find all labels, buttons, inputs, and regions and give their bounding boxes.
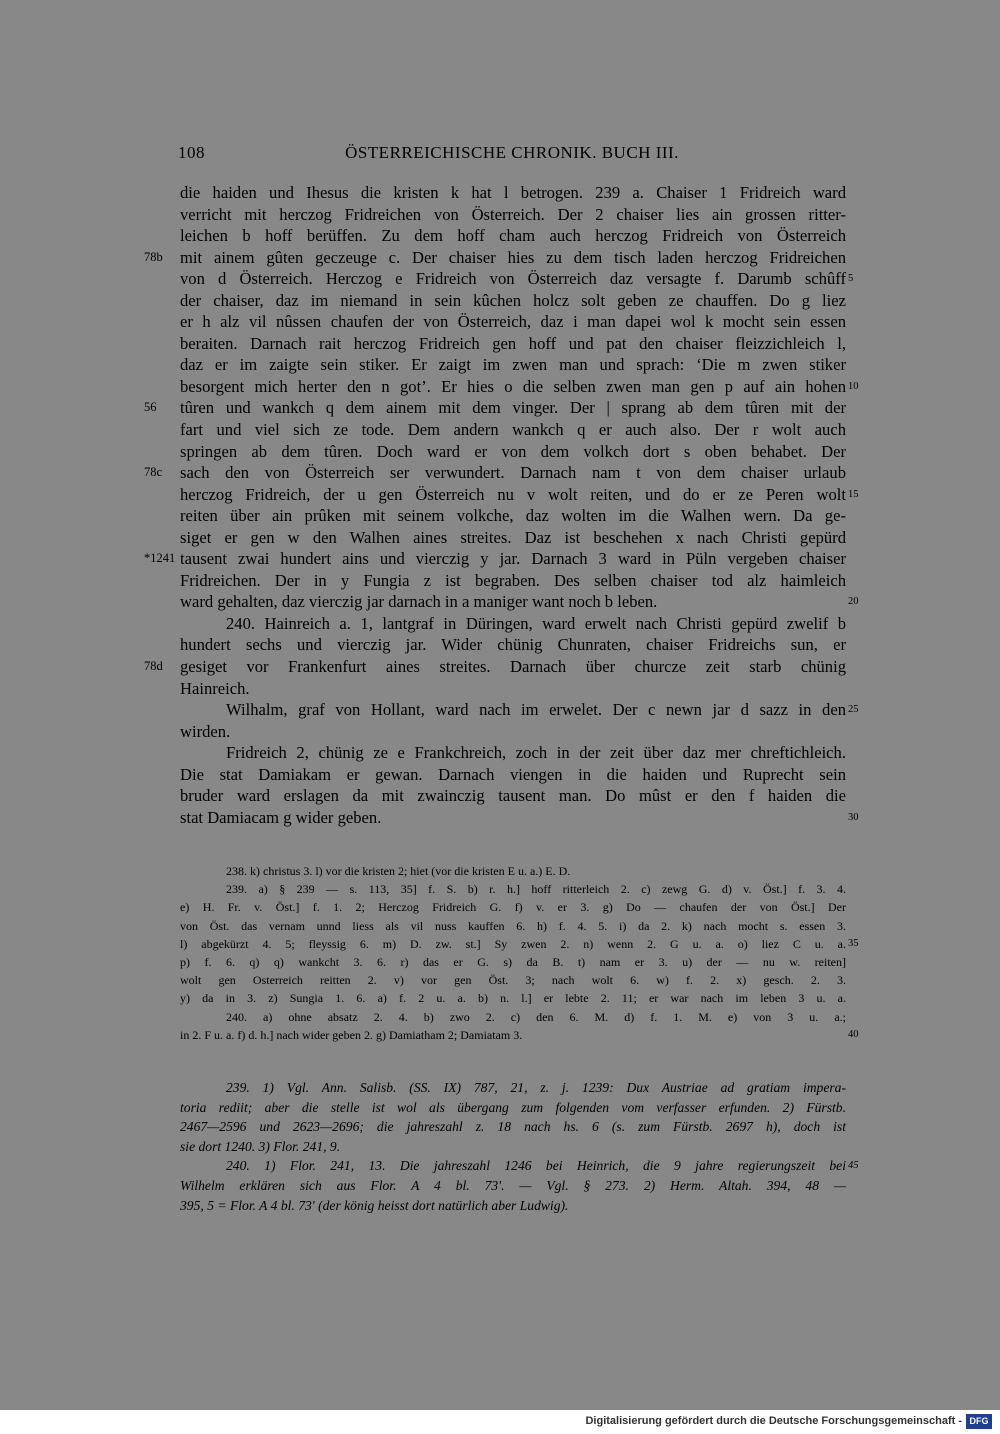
line-text: 240. Hainreich a. 1, lantgraf in Düringen, ward erwelt nach Christi gepürd zwelif b <box>226 613 846 633</box>
line-text: die haiden und Ihesus die kristen k hat l betrogen. 239 a. Chaiser 1 Fridreich ward <box>180 183 846 202</box>
text-line <box>180 898 846 916</box>
text-line <box>180 527 846 549</box>
line-text: 395, 5 = Flor. A 4 bl. 73' (der könig heisst dort natürlich aber Ludwig). <box>180 1197 569 1213</box>
margin-reference: 56 <box>144 400 157 415</box>
line-number: 40 <box>848 1028 859 1040</box>
margin-reference: 78b <box>144 249 163 264</box>
line-text: in 2. F u. a. f) d. h.] nach wider geben 2. g) Damiatham 2; Damiatam 3. <box>180 1027 523 1042</box>
text-line <box>180 678 846 700</box>
line-text: hundert sechs und vierczig jar. Wider chünig Chunraten, chaiser Fridreichs sun, er <box>180 635 846 655</box>
text-line <box>180 1117 846 1137</box>
text-line <box>180 785 846 807</box>
text-line <box>180 268 854 290</box>
text-line <box>180 376 859 398</box>
text-line <box>180 989 846 1007</box>
line-text: reiten über ain prûken mit seinem volkche, daz wolten im die Walhen wern. Da ge- <box>180 506 846 526</box>
line-text: springen ab dem tûren. Doch ward er von dem volkch dort s oben behabet. Der <box>180 441 846 461</box>
text-line <box>180 764 846 786</box>
line-text: Die stat Damiakam er gewan. Darnach viengen in die haiden und Ruprecht sein <box>180 764 846 784</box>
line-text: Wilhalm, graf von Hollant, ward nach im erwelet. Der c newn jar d sazz in den <box>226 700 846 720</box>
text-line <box>180 917 846 935</box>
line-text: wirden. <box>180 721 231 741</box>
line-text: stat Damiacam g wider geben. <box>180 807 382 827</box>
text-line <box>180 484 859 506</box>
line-text: er h alz vil nûssen chaufen der von Österreich, daz i man dapei wol k mocht sein essen <box>180 312 846 332</box>
text-line <box>180 935 859 953</box>
text-line <box>180 953 846 971</box>
line-text: 239. 1) Vgl. Ann. Salisb. (SS. IX) 787, 21, z. j. 1239: Dux Austriae ad gratiam impera- <box>226 1080 846 1095</box>
text-line <box>144 462 846 484</box>
text-line <box>144 397 846 419</box>
line-number: 5 <box>848 273 854 285</box>
line-text: leichen b hoff berüffen. Zu dem hoff cham auch herczog Fridreich von Österreich <box>180 226 846 246</box>
line-text: besorgent mich herter den n got’. Er hies o die selben zwen man gen p auf ain hohen <box>180 376 846 396</box>
text-line <box>144 548 846 570</box>
text-line <box>180 333 846 355</box>
margin-reference: 78d <box>144 659 163 674</box>
main-text <box>144 182 859 828</box>
margin-reference: 78c <box>144 465 163 480</box>
text-line <box>180 1156 859 1176</box>
line-text: mit ainem gûten geczeuge c. Der chaiser hies zu dem tisch laden herczog Fridreichen <box>180 247 846 267</box>
text-line <box>144 656 846 678</box>
text-line <box>180 862 846 880</box>
text-line <box>180 742 846 764</box>
footer-bar <box>0 1410 1000 1434</box>
text-line <box>180 311 846 333</box>
text-line <box>180 1176 846 1196</box>
line-text: Fridreichen. Der in y Fungia z ist begraben. Des selben chaiser tod alz haimleich <box>180 570 846 590</box>
line-text: beraiten. Darnach rait herczog Fridreich gen hoff und pat den chaiser fleizzichleich l, <box>180 333 846 353</box>
text-line <box>180 1137 846 1157</box>
line-number: 20 <box>848 596 859 608</box>
line-text: Hainreich. <box>180 678 250 698</box>
line-text: tûren und wankch q dem ainem mit dem vinger. Der | sprang ab dem tûren mit der <box>180 398 846 418</box>
text-line <box>180 1008 846 1026</box>
line-text: herczog Fridreich, der u gen Österreich nu v wolt reiten, und do er ze Peren wolt <box>180 484 846 504</box>
line-text: 238. k) christus 3. l) vor die kristen 2; hiet (vor die kristen E u. a.) E. D. <box>226 864 571 878</box>
line-number: 45 <box>848 1160 859 1172</box>
text-line <box>180 699 859 721</box>
line-text: 239. a) § 239 — s. 113, 35] f. S. b) r. h.] hoff ritterleich 2. c) zewg G. d) v. Öst.] f. 3. 4. <box>226 882 846 897</box>
text-line <box>180 1026 859 1044</box>
line-text: sie dort 1240. 3) Flor. 241, 9. <box>180 1138 341 1154</box>
text-line <box>180 354 846 376</box>
line-text: e) H. Fr. v. Öst.] f. 1. 2; Herczog Fridreich G. f) v. er 3. g) Do — chaufen der von Öst.] Der <box>180 900 846 915</box>
text-line <box>180 441 846 463</box>
text-line <box>180 419 846 441</box>
line-text: der chaiser, daz im niemand in sein kûchen holcz solt geben ze chauffen. Do g liez <box>180 290 846 310</box>
line-text: siget er gen w den Walhen aines streites. Daz ist beschehen x nach Christi gepürd <box>180 527 846 547</box>
line-text: tausent zwai hundert ains und vierczig y jar. Darnach 3 ward in Püln vergeben chaiser <box>180 549 846 569</box>
line-text: y) da in 3. z) Sungia 1. 6. a) f. 2 u. a. b) n. l.] er lebte 2. 11; er war nach im leben 3 u. a. <box>180 991 846 1006</box>
line-number: 15 <box>848 488 859 500</box>
line-text: 240. a) ohne absatz 2. 4. b) zwo 2. c) den 6. M. d) f. 1. M. e) von 3 u. a.; <box>226 1009 846 1024</box>
line-number: 35 <box>848 937 859 949</box>
line-text: von Öst. das vernam unnd liess als vil nuss kauffen 6. h) f. 4. 5. i) da 2. k) nach mocht s. essen 3. <box>180 918 846 933</box>
line-text: wolt gen Osterreich reitten 2. v) vor gen Öst. 3; nach wolt 6. w) f. 2. x) gesch. 2. 3. <box>180 973 846 988</box>
line-number: 10 <box>848 380 859 392</box>
line-text: ward gehalten, daz vierczig jar darnach in a maniger want noch b leben. <box>180 592 658 612</box>
text-line <box>180 1078 846 1098</box>
line-text: 240. 1) Flor. 241, 13. Die jahreszahl 1246 bei Heinrich, die 9 jahre regierungszeit bei <box>226 1158 846 1174</box>
text-line <box>180 290 846 312</box>
line-number: 30 <box>848 811 859 823</box>
text-line <box>180 182 846 204</box>
text-line <box>180 613 846 635</box>
line-text: verricht mit herczog Fridreichen von Österreich. Der 2 chaiser lies ain grossen ritter- <box>180 204 846 224</box>
line-text: daz er im zaigte sein stiker. Er zaigt im zwen man und sprach: ‘Die m zwen stiker <box>180 355 846 375</box>
line-text: Fridreich 2, chünig ze e Frankchreich, zoch in der zeit über daz mer chreftichleich. <box>226 743 846 763</box>
text-line <box>180 634 846 656</box>
text-line <box>180 1098 846 1118</box>
text-line <box>180 880 846 898</box>
text-line <box>180 204 846 226</box>
margin-reference: *1241 <box>144 551 176 566</box>
dfg-logo-icon: DFG <box>966 1414 992 1429</box>
line-text: Wilhelm erklären sich aus Flor. A 4 bl. 73'. — Vgl. § 273. 2) Herm. Altah. 394, 48 — <box>180 1177 846 1193</box>
page-header <box>178 143 846 167</box>
line-text: bruder ward erslagen da mit zwainczig tausent man. Do mûst er den f haiden die <box>180 786 846 806</box>
line-text: p) f. 6. q) q) wankcht 3. 6. r) das er G. s) da B. t) nam er 3. u) der — nu w. reiten] <box>180 954 846 969</box>
line-text: 2467—2596 und 2623—2696; die jahreszahl z. 18 nach hs. 6 (s. zum Fürstb. 2697 h), doch ist <box>180 1119 846 1135</box>
text-line <box>180 971 846 989</box>
critical-apparatus <box>180 862 859 1044</box>
page-number: 108 <box>178 143 205 162</box>
text-line <box>180 807 859 829</box>
text-line <box>144 247 846 269</box>
text-line <box>180 721 846 743</box>
text-line <box>180 570 846 592</box>
line-number: 25 <box>848 704 859 716</box>
text-line <box>180 505 846 527</box>
line-text: l) abgekürzt 4. 5; fleyssig 6. m) D. zw. st.] Sy zwen 2. n) wenn 2. G u. a. o) liez C u. a. <box>180 936 846 951</box>
text-line <box>180 225 846 247</box>
line-text: gesiget vor Frankenfurt aines streites. Darnach über churcze zeit starb chünig <box>180 657 846 677</box>
text-line <box>180 1196 846 1216</box>
source-notes <box>180 1078 859 1215</box>
text-line <box>180 591 859 613</box>
running-title: ÖSTERREICHISCHE CHRONIK. BUCH III. <box>345 143 679 162</box>
line-text: toria rediit; aber die stelle ist wol als übergang zum folgenden vom verfasser erfunden. 2) Fürstb. <box>180 1099 846 1115</box>
line-text: von d Österreich. Herczog e Fridreich von Österreich daz versagte f. Darumb schûff <box>180 269 846 289</box>
line-text: sach den von Österreich ser verwundert. Darnach nam t von dem chaiser urlaub <box>180 463 846 483</box>
funding-notice: Digitalisierung gefördert durch die Deutsche Forschungsgemeinschaft - <box>585 1415 962 1427</box>
line-text: fart und viel sich ze tode. Dem andern wankch q er auch also. Der r wolt auch <box>180 420 846 440</box>
